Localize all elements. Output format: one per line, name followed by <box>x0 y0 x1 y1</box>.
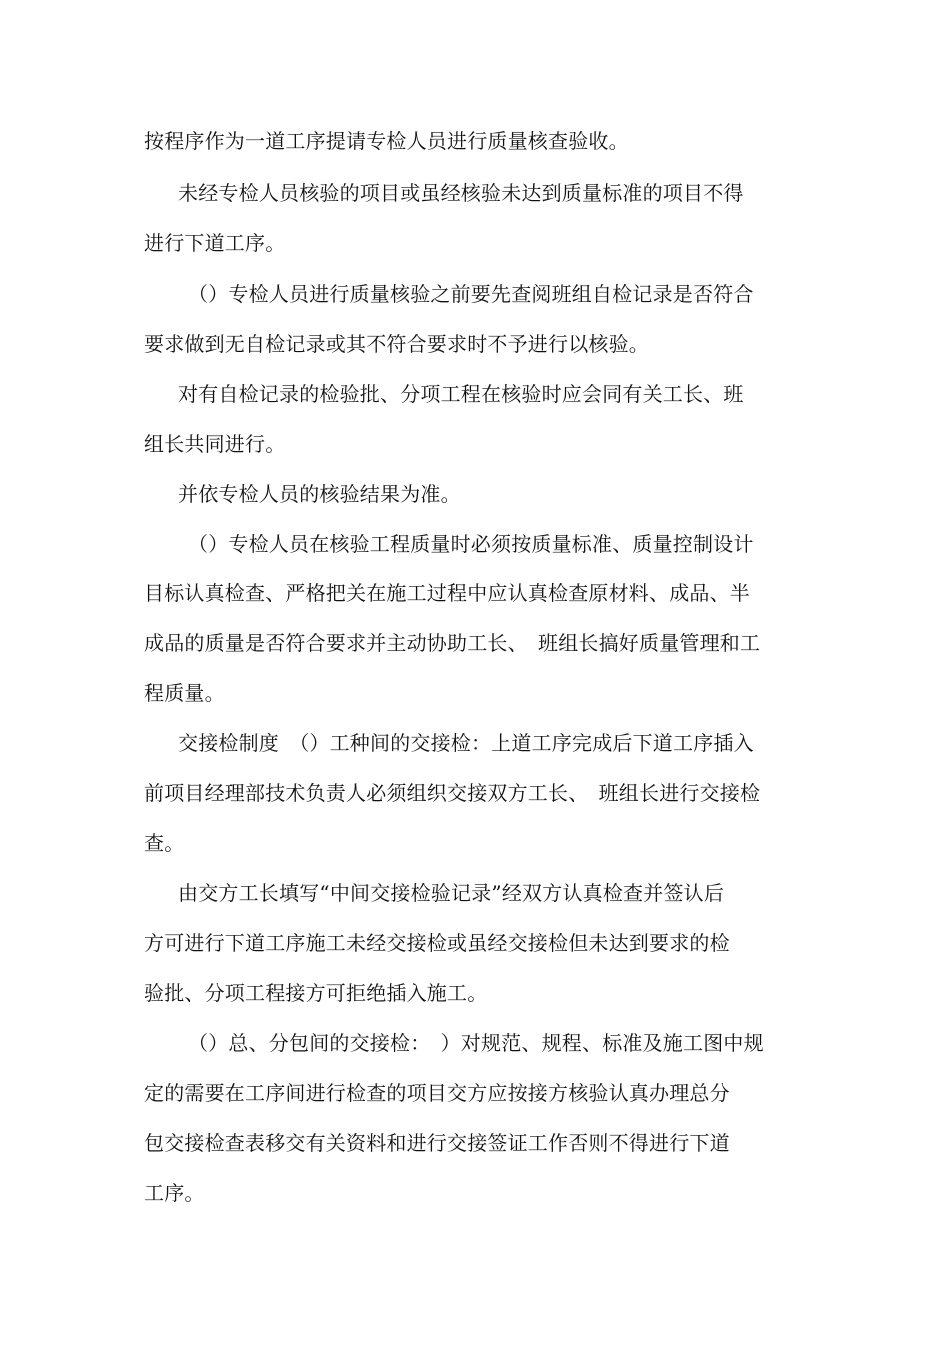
text-line: 程质量。 <box>144 681 225 705</box>
text-line: （）专检人员在核验工程质量时必须按质量标准、质量控制设计 <box>188 532 754 556</box>
text-line: 要求做到无自检记录或其不符合要求时不予进行以核验。 <box>144 332 649 356</box>
text-line: 组长共同进行。 <box>144 432 286 456</box>
text-line: 查。 <box>144 831 185 855</box>
text-line: 由交方工长填写“中间交接检验记录”经双方认真检查并签认后 <box>178 881 725 905</box>
text-line: 按程序作为一道工序提请专检人员进行质量核查验收。 <box>144 129 629 153</box>
text-line: 定的需要在工序间进行检查的项目交方应按接方核验认真办理总分 <box>144 1081 730 1105</box>
text-line: 成品的质量是否符合要求并主动协助工长、 班组长搞好质量管理和工 <box>144 631 761 655</box>
text-line: 目标认真检查、严格把关在施工过程中应认真检查原材料、成品、半 <box>144 581 750 605</box>
text-line: （）专检人员进行质量核验之前要先查阅班组自检记录是否符合 <box>188 282 754 306</box>
text-line: （）总、分包间的交接检： ）对规范、规程、标准及施工图中规 <box>188 1031 764 1055</box>
text-line: 未经专检人员核验的项目或虽经核验未达到质量标准的项目不得 <box>178 181 744 205</box>
text-line: 进行下道工序。 <box>144 231 286 255</box>
text-line: 包交接检查表移交有关资料和进行交接签证工作否则不得进行下道 <box>144 1131 730 1155</box>
text-line: 交接检制度 （）工种间的交接检：上道工序完成后下道工序插入 <box>178 731 754 755</box>
text-line: 验批、分项工程接方可拒绝插入施工。 <box>144 981 488 1005</box>
text-line: 方可进行下道工序施工未经交接检或虽经交接检但未达到要求的检 <box>144 931 730 955</box>
text-line: 前项目经理部技术负责人必须组织交接双方工长、 班组长进行交接检 <box>144 781 761 805</box>
text-line: 工序。 <box>144 1181 205 1205</box>
text-line: 并依专检人员的核验结果为准。 <box>178 482 461 506</box>
text-line: 对有自检记录的检验批、分项工程在核验时应会同有关工长、班 <box>178 382 744 406</box>
